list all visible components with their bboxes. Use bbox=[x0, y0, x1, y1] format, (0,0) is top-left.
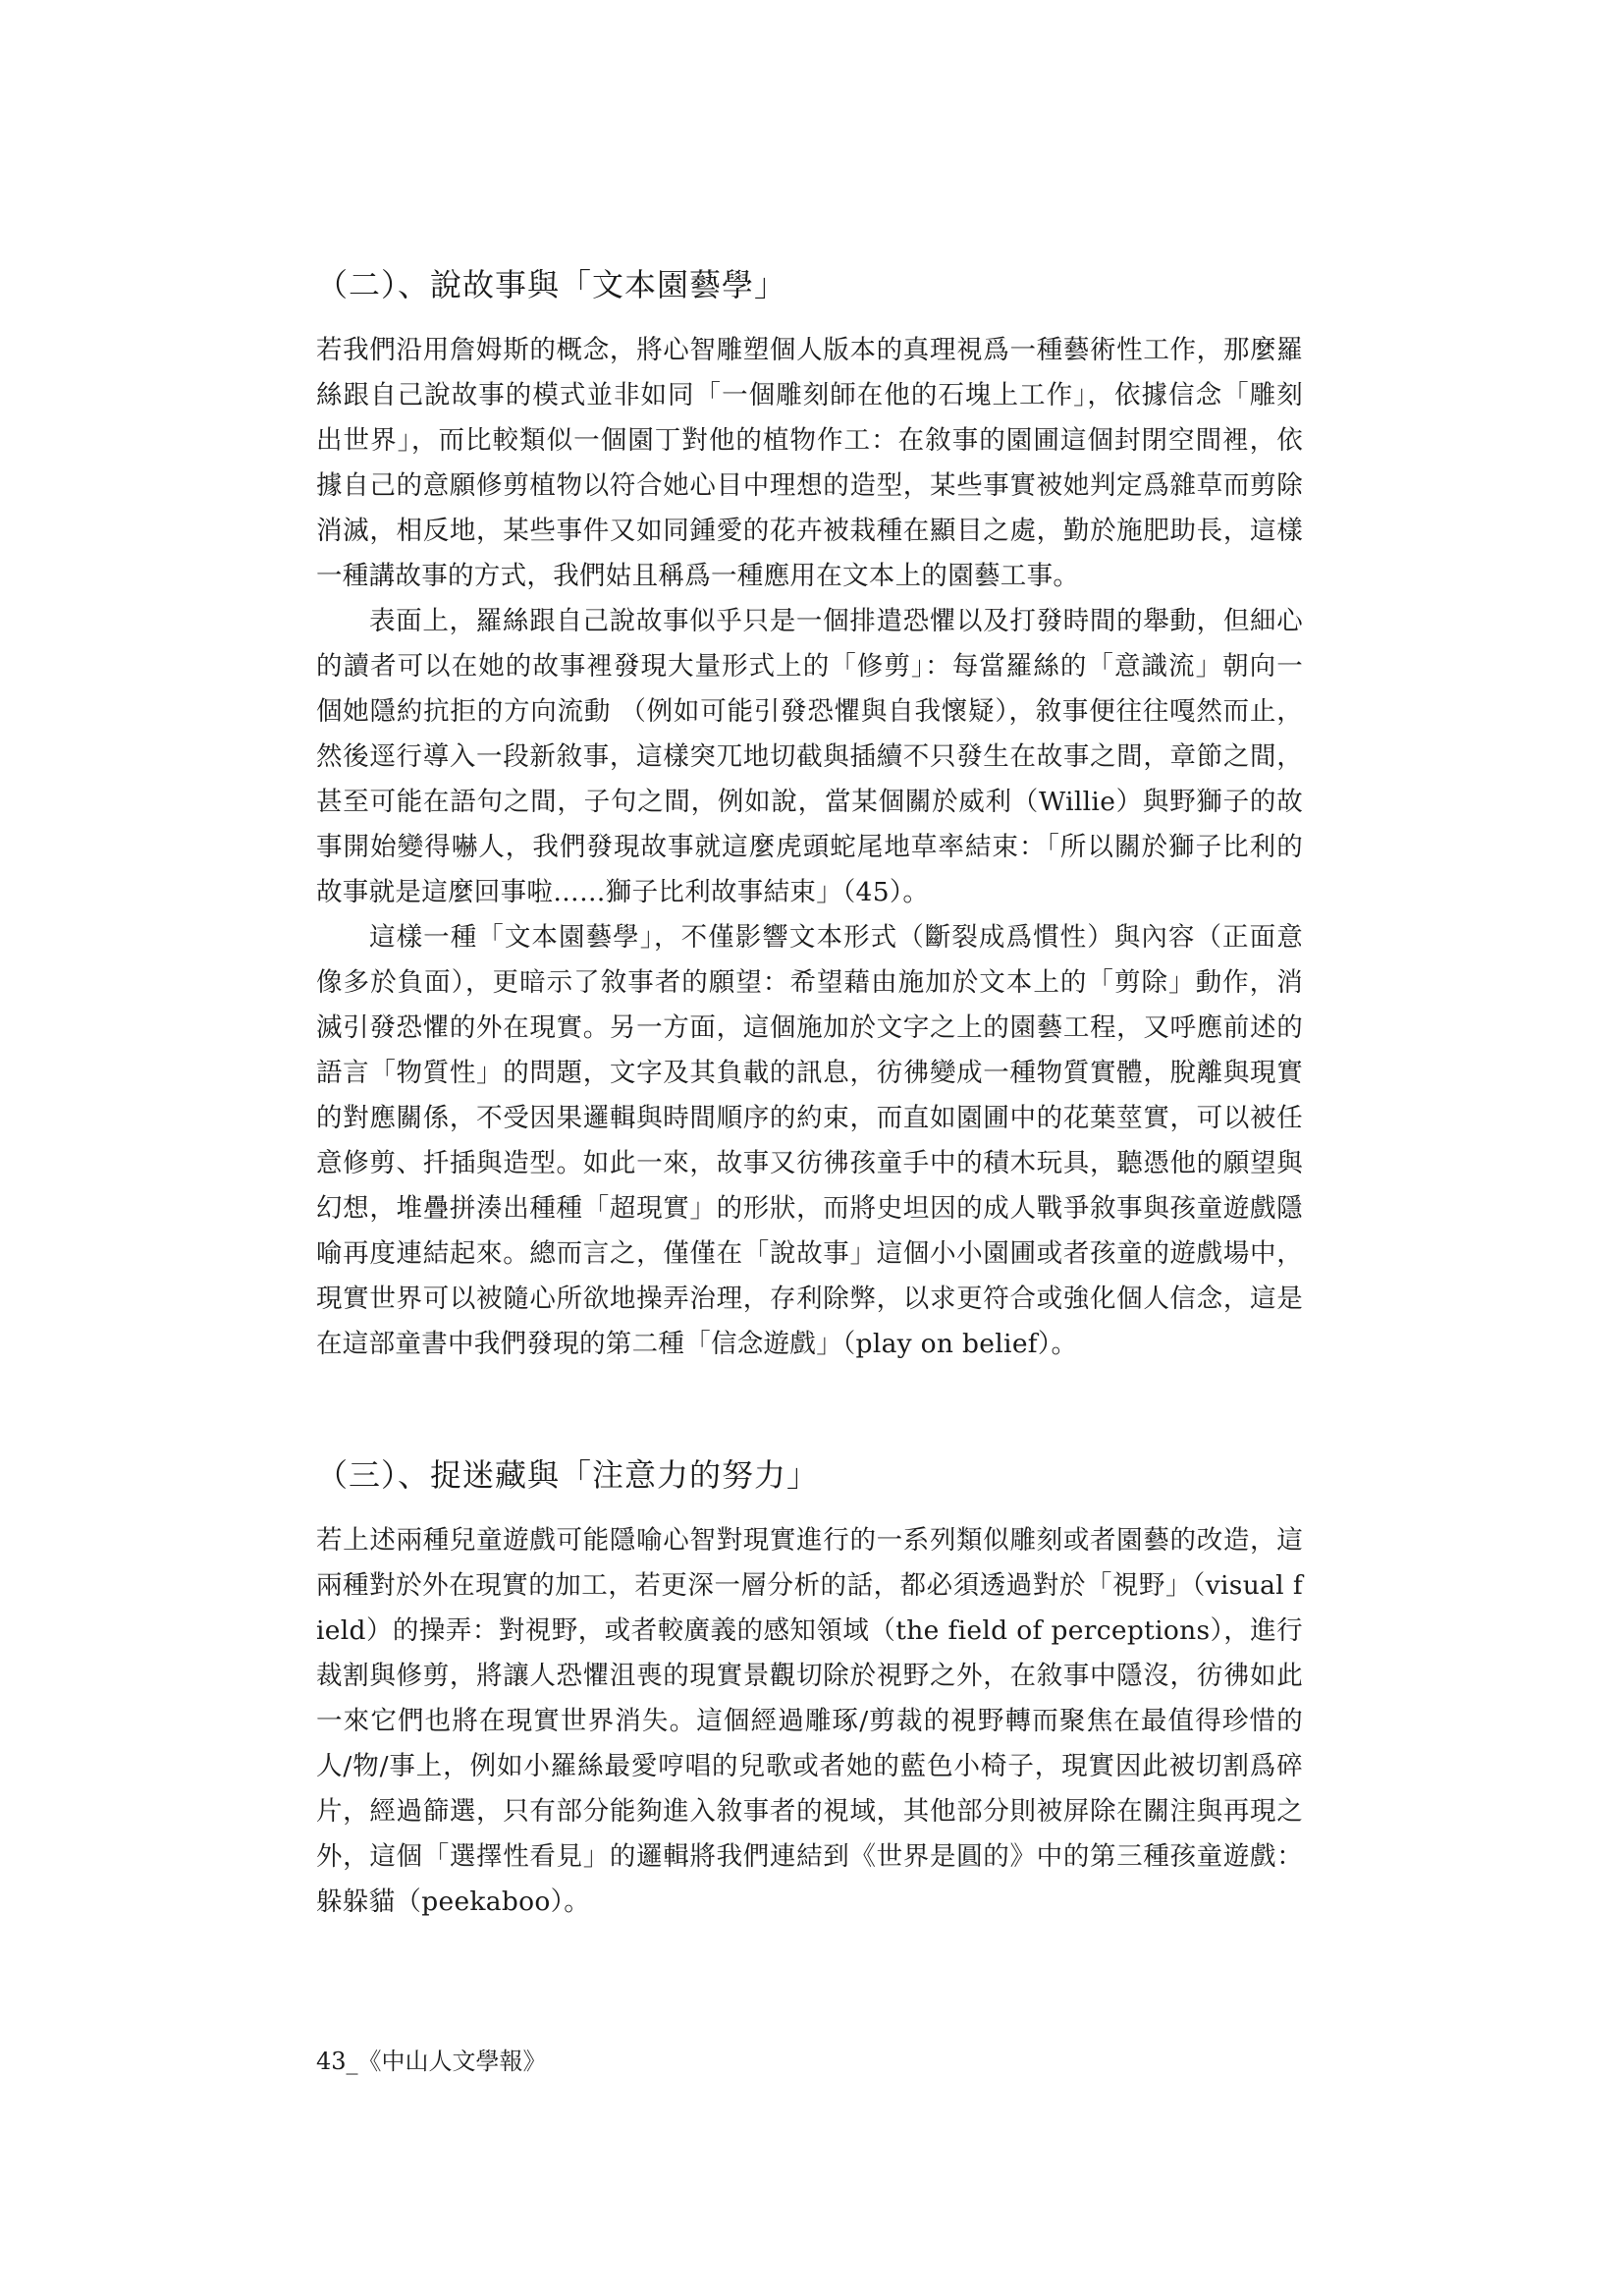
body-paragraph: 若我們沿用詹姆斯的概念，將心智雕塑個人版本的真理視爲一種藝術性工作，那麼羅絲跟自己說故事的模式並非如同「一個雕刻師在他的石塊上工作」，依據信念「雕刻出世界」，而比較類似一個園丁對他的植物作工：在敘事的園圃這個封閉空間裡，依據自己的意願修剪植物以符合她心目中理想的造型，某些事實被她判定爲雜草而剪除消滅，相反地，某些事件又如同鍾愛的花卉被栽種在顯目之處，勤於施肥助長，這樣一種講故事的方式，我們姑且稱爲一種應用在文本上的園藝工事。 bbox=[316, 335, 1303, 591]
body-paragraph: 若上述兩種兒童遊戲可能隱喻心智對現實進行的一系列類似雕刻或者園藝的改造，這兩種對於外在現實的加工，若更深一層分析的話，都必須透過對於「視野」（visual field）的操弄：對視野，或者較廣義的感知領域（the field of perceptions），進行裁割與修剪，將讓人恐懼沮喪的現實景觀切除於視野之外，在敘事中隱沒，彷彿如此一來它們也將在現實世界消失。這個經過雕琢/剪裁的視野轉而聚焦在最值得珍惜的人/物/事上，例如小羅絲最愛哼唱的兒歌或者她的藍色小椅子，現實因此被切割爲碎片，經過篩選，只有部分能夠進入敘事者的視域，其他部分則被屏除在關注與再現之外，這個「選擇性看見」的邏輯將我們連結到《世界是圓的》中的第三種孩童遊戲：躲躲貓（peekaboo）。 bbox=[316, 1525, 1303, 1917]
page-footer: 43_《中山人文學報》 bbox=[316, 2048, 547, 2075]
section-storytelling bbox=[316, 263, 1303, 1367]
body-paragraph: 這樣一種「文本園藝學」，不僅影響文本形式（斷裂成爲慣性）與內容（正面意像多於負面），更暗示了敘事者的願望：希望藉由施加於文本上的「剪除」動作，消滅引發恐懼的外在現實。另一方面，這個施加於文字之上的園藝工程，又呼應前述的語言「物質性」的問題，文字及其負載的訊息，彷彿變成一種物質實體，脫離與現實的對應關係，不受因果邏輯與時間順序的約束，而直如園圃中的花葉莖實，可以被任意修剪、扦插與造型。如此一來，故事又彷彿孩童手中的積木玩具，聽憑他的願望與幻想，堆疊拼湊出種種「超現實」的形狀，而將史坦因的成人戰爭敘事與孩童遊戲隱喻再度連結起來。總而言之，僅僅在「說故事」這個小小園圃或者孩童的遊戲場中，現實世界可以被隨心所欲地操弄治理，存利除弊，以求更符合或強化個人信念，這是在這部童書中我們發現的第二種「信念遊戲」（play on belief）。 bbox=[316, 922, 1303, 1359]
body-paragraph: 表面上，羅絲跟自己說故事似乎只是一個排遣恐懼以及打發時間的舉動，但細心的讀者可以在她的故事裡發現大量形式上的「修剪」：每當羅絲的「意識流」朝向一個她隱約抗拒的方向流動 （例如可能引發恐懼與自我懷疑），敘事便往往嘎然而止，然後逕行導入一段新敘事，這樣突兀地切截與插續不只發生在故事之間，章節之間，甚至可能在語句之間，子句之間，例如說，當某個關於威利（Willie）與野獅子的故事開始變得嚇人，我們發現故事就這麼虎頭蛇尾地草率結束：「所以關於獅子比利的故事就是這麼回事啦……獅子比利故事結束」（45）。 bbox=[316, 606, 1303, 907]
section-hide-and-seek bbox=[316, 1453, 1303, 1925]
section-heading: （三）、捉迷藏與「注意力的努力」 bbox=[316, 1456, 820, 1494]
section-heading: （二）、說故事與「文本園藝學」 bbox=[316, 266, 787, 303]
